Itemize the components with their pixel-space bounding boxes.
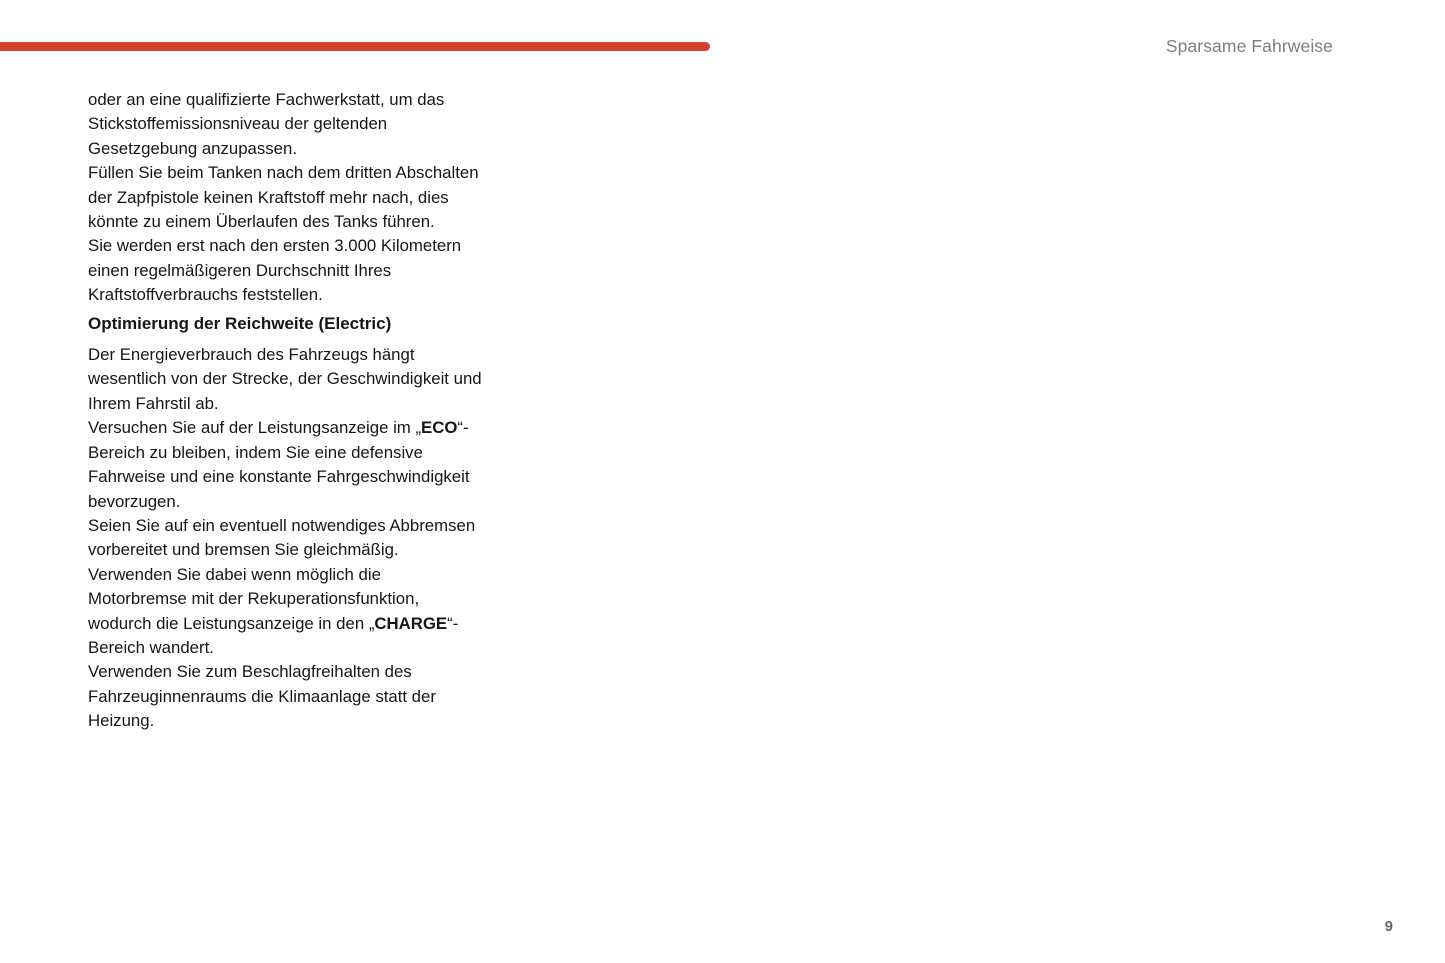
text-segment: Optimierung der Reichweite (Electric) (88, 313, 392, 333)
page-number: 9 (1384, 918, 1393, 935)
text-segment: Der Energieverbrauch des Fahrzeugs hängt wesentlich von der Strecke, der Geschwindigkeit und Ihrem Fahrstil ab. (88, 345, 482, 413)
text-segment: “-Bereich zu bleiben, indem Sie eine defensive Fahrweise und eine konstante Fahrgeschwindigkeit bevorzugen. (88, 418, 470, 511)
body-paragraph (88, 88, 484, 161)
bold-text-segment: ECO (421, 418, 458, 438)
body-paragraph (88, 234, 484, 307)
body-paragraph (88, 161, 484, 234)
chapter-accent-bar (0, 42, 710, 51)
text-segment: Versuchen Sie auf der Leistungsanzeige im „ (88, 418, 422, 438)
text-segment: “-Bereich wandert. (88, 613, 459, 657)
body-paragraph (88, 514, 484, 660)
body-paragraph (88, 660, 484, 733)
body-paragraph (88, 416, 484, 514)
text-segment: Füllen Sie beim Tanken nach dem dritten Abschalten der Zapfpistole keinen Kraftstoff mehr nach, dies könnte zu einem Überlaufen des Tanks führen. (88, 163, 479, 232)
text-segment: Verwenden Sie zum Beschlagfreihalten des Fahrzeuginnenraums die Klimaanlage statt der Heizung. (88, 662, 436, 731)
section-heading (88, 312, 484, 336)
body-text-column (88, 88, 484, 734)
text-segment: Seien Sie auf ein eventuell notwendiges Abbremsen vorbereitet und bremsen Sie gleichmäßig. Verwenden Sie dabei wenn möglich die Motorbremse mit der Rekuperationsfunktion, wodurch die Leistungsanzeige in den „ (88, 515, 476, 633)
text-segment: oder an eine qualifizierte Fachwerkstatt, um das Stickstoffemissionsniveau der geltenden Gesetzgebung anzupassen. (88, 90, 445, 158)
running-header-title: Sparsame Fahrweise (1165, 36, 1333, 56)
bold-text-segment: CHARGE (374, 613, 448, 633)
body-paragraph (88, 343, 484, 416)
text-segment: Sie werden erst nach den ersten 3.000 Kilometern einen regelmäßigeren Durchschnitt Ihres Kraftstoffverbrauchs feststellen. (88, 236, 462, 305)
